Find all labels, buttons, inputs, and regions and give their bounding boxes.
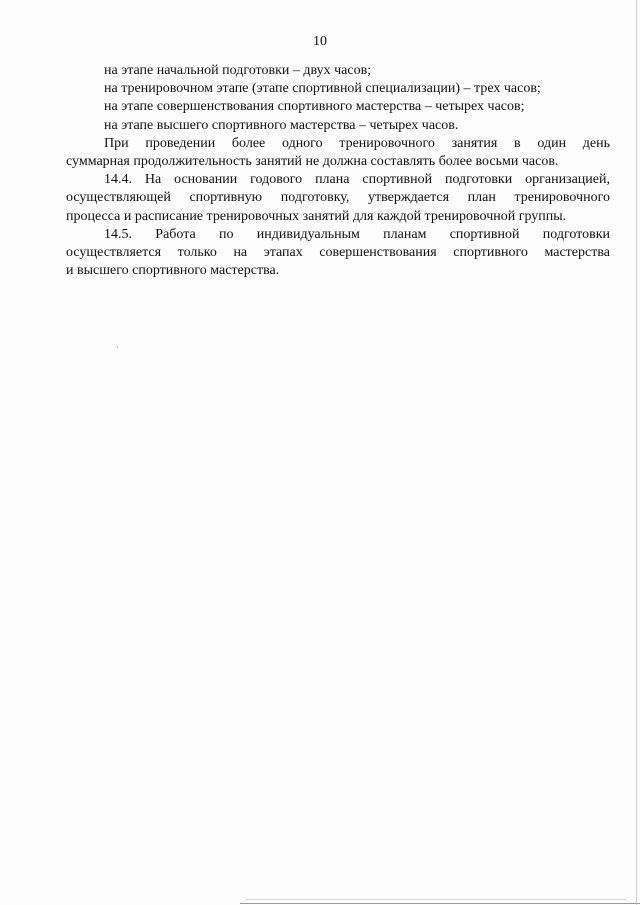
text-line: процесса и расписание тренировочных занятий для каждой тренировочной группы. xyxy=(66,208,567,224)
text-line: на этапе начальной подготовки – двух часов; xyxy=(104,63,372,78)
text-line: осуществляется только на этапах совершенствования спортивного мастерства xyxy=(66,245,610,261)
text-line: на тренировочном этапе (этапе спортивной специализации) – трех часов; xyxy=(104,81,541,97)
text-line: на этапе совершенствования спортивного мастерства – четырех часов; xyxy=(104,99,525,115)
document-body xyxy=(66,62,610,280)
clause-14-5-line: 14.5. Работа по индивидуальным планам спортивной подготовки xyxy=(104,226,610,242)
text-line: суммарная продолжительность занятий не должна составлять более восьми часов. xyxy=(66,154,559,170)
scan-speck xyxy=(117,346,118,348)
paragraph-start-line: При проведении более одного тренировочного занятия в один день xyxy=(104,135,610,151)
clause-14-4-line: 14.4. На основании годового плана спортивной подготовки организацией, xyxy=(104,172,610,188)
page-number: 10 xyxy=(313,34,327,49)
scan-edge-right xyxy=(636,0,637,905)
scan-edge-bottom xyxy=(240,903,640,904)
text-line: на этапе высшего спортивного мастерства – четырех часов. xyxy=(104,117,459,133)
text-line: и высшего спортивного мастерства. xyxy=(66,263,280,279)
text-line: осуществляющей спортивную подготовку, утверждается план тренировочного xyxy=(66,190,610,206)
scan-edge-bottom-inner xyxy=(246,899,626,900)
